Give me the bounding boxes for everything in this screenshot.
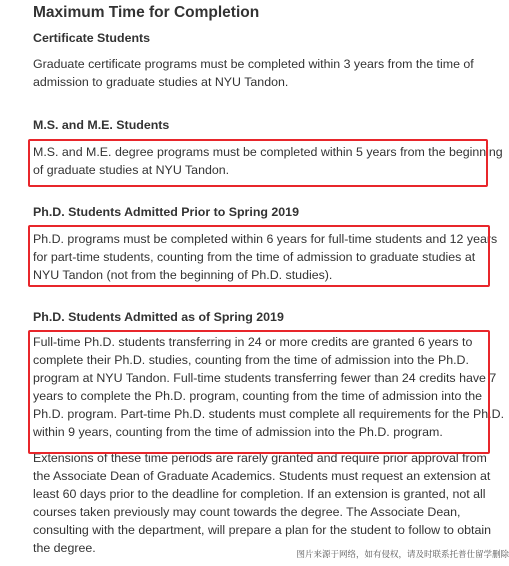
watermark-text: 图片来源于网络，如有侵权，请及时联系托普仕留学删除 bbox=[296, 550, 509, 560]
text-line: years to complete the Ph.D. program, counting from the time of admission into the bbox=[33, 389, 483, 403]
text-line: Graduate certificate programs must be completed within 3 years from the time of bbox=[33, 57, 474, 71]
text-line: M.S. and M.E. degree programs must be completed within 5 years from the beginning bbox=[33, 145, 503, 159]
heading-phd-as-of-2019: Ph.D. Students Admitted as of Spring 2019 bbox=[33, 310, 284, 324]
text-line: Extensions of these time periods are rarely granted and require prior approval from bbox=[33, 451, 487, 465]
text-line: the degree. bbox=[33, 541, 96, 555]
text-line: consulting with the department, will prepare a plan for the student to follow to obtain bbox=[33, 523, 492, 537]
text-line: program at NYU Tandon. Full-time students transferring fewer than 24 credits have 7 bbox=[33, 371, 497, 385]
page-title: Maximum Time for Completion bbox=[33, 4, 260, 21]
paragraph-extensions bbox=[33, 449, 509, 557]
text-line: Ph.D. programs must be completed within 6 years for full-time students and 12 years bbox=[33, 232, 498, 246]
text-line: Full-time Ph.D. students transferring in 24 or more credits are granted 6 years to bbox=[33, 335, 473, 349]
paragraph-certificate-students bbox=[33, 55, 509, 91]
paragraph-phd-prior-2019 bbox=[33, 230, 509, 284]
heading-phd-prior-2019: Ph.D. Students Admitted Prior to Spring 2019 bbox=[33, 205, 299, 219]
text-line: Ph.D. program. Part-time Ph.D. students must complete all requirements for the Ph.D. bbox=[33, 407, 505, 421]
text-line: NYU Tandon (not from the beginning of Ph.D. studies). bbox=[33, 268, 333, 282]
text-line: least 60 days prior to the deadline for completion. If an extension is granted, not all bbox=[33, 487, 486, 501]
paragraph-ms-me-students bbox=[33, 143, 509, 179]
text-line: courses taken previously may count towards the degree. The Associate Dean, bbox=[33, 505, 461, 519]
text-line: for part-time students, counting from the time of admission to graduate studies at bbox=[33, 250, 476, 264]
text-line: complete their Ph.D. studies, counting from the time of admission into the Ph.D. bbox=[33, 353, 469, 367]
text-line: of graduate studies at NYU Tandon. bbox=[33, 163, 230, 177]
text-line: the Associate Dean of Graduate Academics. Students must request an extension at bbox=[33, 469, 491, 483]
heading-ms-me-students: M.S. and M.E. Students bbox=[33, 118, 170, 132]
paragraph-phd-as-of-2019 bbox=[33, 333, 509, 441]
text-line: admission to graduate studies at NYU Tandon. bbox=[33, 75, 289, 89]
heading-certificate-students: Certificate Students bbox=[33, 31, 151, 45]
text-line: within 9 years, counting from the time of admission into the Ph.D. program. bbox=[33, 425, 443, 439]
